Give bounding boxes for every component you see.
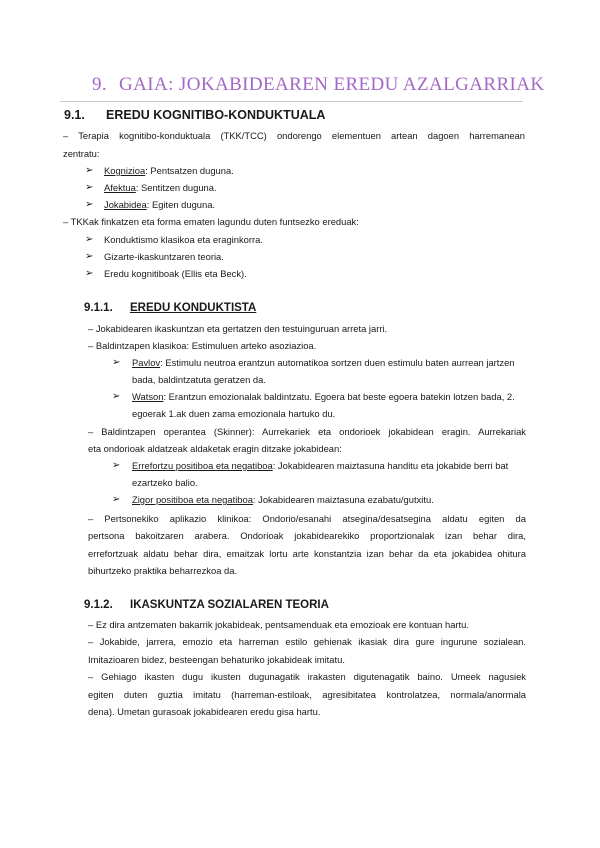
term-text: : Estimulu neutroa erantzun automatikoa sortzen duen estimulu baten aurrean jartzen bbox=[160, 357, 515, 368]
title-divider bbox=[60, 101, 523, 102]
paragraph-line: bihurtzeko praktika beharrezkoa da. bbox=[88, 565, 238, 576]
paragraph-line: eta ondorioak aldatzeak aldaketak eragin ditzake jokabidean: bbox=[88, 443, 342, 454]
list-item bbox=[85, 234, 263, 246]
term: Errefortzu positiboa eta negatiboa bbox=[132, 460, 273, 471]
paragraph-line: – Baldintzapen operantea (Skinner): Aurrekariek eta ondorioek jokabidean eragin. Aurrekariak bbox=[88, 426, 526, 437]
term-text: : Egiten duguna. bbox=[146, 199, 216, 210]
subsection-number: 9.1.1. bbox=[84, 302, 113, 314]
paragraph-line: – Jokabide, jarrera, emozio eta harreman estilo gehienak ikasiak dira gure ingurune sozialean. bbox=[88, 636, 526, 647]
subsection-heading-text: EREDU KONDUKTISTA bbox=[130, 302, 257, 314]
list-item bbox=[112, 460, 508, 472]
term-text: : Jokabidearen maiztasuna handitu eta jokabide berri bat bbox=[272, 460, 509, 471]
term: Pavlov bbox=[132, 357, 161, 368]
bullet-arrow-icon: ➢ bbox=[85, 165, 94, 176]
paragraph-line: egoerak 1.ak duen zama emozionala hartuko du. bbox=[132, 408, 336, 419]
paragraph-line: egiten duten guztia imitatu (harreman-estiloak, agresibitatea kontrolatzea, normala/anormala bbox=[88, 689, 526, 700]
paragraph-line: – Baldintzapen klasikoa: Estimuluen arteko asoziazioa. bbox=[88, 340, 317, 351]
paragraph-line: – Gehiago ikasten dugu ikusten dugunagatik irakasten digutenagatik baino. Umeek nagusiek bbox=[88, 671, 526, 682]
term-text: : Pentsatzen duguna. bbox=[145, 165, 234, 176]
paragraph-line: – Jokabidearen ikaskuntzan eta gertatzen den testuinguruan arreta jarri. bbox=[88, 323, 388, 334]
list-item bbox=[85, 182, 217, 194]
paragraph-line: pertsona bakoitzaren arabera. Ondorioak jokabidearekiko proportzionalak izan behar dira, bbox=[88, 530, 526, 541]
term: Afektua bbox=[104, 182, 136, 193]
paragraph-line: Imitazioaren bidez, besteengan behaturiko jokabideak imitatu. bbox=[88, 654, 345, 665]
section-heading bbox=[64, 108, 325, 122]
list-item bbox=[112, 357, 515, 369]
model-text: Konduktismo klasikoa eta eraginkorra. bbox=[104, 234, 263, 245]
subsection-number: 9.1.2. bbox=[84, 599, 113, 611]
list-item bbox=[85, 268, 247, 280]
term: Watson bbox=[132, 391, 164, 402]
paragraph-line: bada, baldintzatuta geratzen da. bbox=[132, 374, 266, 385]
paragraph-line: ezartzeko balio. bbox=[132, 477, 198, 488]
bullet-arrow-icon: ➢ bbox=[112, 391, 121, 402]
bullet-arrow-icon: ➢ bbox=[112, 494, 121, 505]
intro-line-1: – Terapia kognitibo-konduktuala (TKK/TCC) ondorengo elementuen artean dagoen harremanean bbox=[63, 130, 525, 141]
list-item bbox=[85, 251, 224, 263]
chapter-title-text: GAIA: JOKABIDEAREN EREDU AZALGARRIAK bbox=[119, 74, 545, 95]
section-heading-text: EREDU KOGNITIBO-KONDUKTUALA bbox=[106, 108, 326, 122]
bullet-arrow-icon: ➢ bbox=[85, 182, 94, 193]
list-item bbox=[112, 391, 515, 403]
subsection-heading-text: IKASKUNTZA SOZIALAREN TEORIA bbox=[130, 599, 329, 611]
intro-line-2: zentratu: bbox=[63, 148, 100, 159]
bullet-arrow-icon: ➢ bbox=[112, 460, 121, 471]
chapter-number: 9. bbox=[92, 74, 108, 95]
chapter-title bbox=[92, 74, 545, 96]
term: Jokabidea bbox=[104, 199, 147, 210]
list-item bbox=[112, 494, 434, 506]
bullet-arrow-icon: ➢ bbox=[85, 251, 94, 262]
subsection-heading bbox=[84, 599, 329, 611]
paragraph-line: – Ez dira antzematen bakarrik jokabideak, pentsamenduak eta emozioak ere kontuan hartu. bbox=[88, 619, 469, 630]
intro-line-3: – TKKak finkatzen eta forma ematen lagundu duten funtsezko ereduak: bbox=[63, 216, 359, 227]
model-text: Eredu kognitiboak (Ellis eta Beck). bbox=[104, 268, 247, 279]
term: Kognizioa bbox=[104, 165, 146, 176]
term-text: : Jokabidearen maiztasuna ezabatu/gutxitu. bbox=[252, 494, 434, 505]
term-text: : Sentitzen duguna. bbox=[135, 182, 217, 193]
section-number: 9.1. bbox=[64, 108, 85, 122]
list-item bbox=[85, 165, 234, 177]
bullet-arrow-icon: ➢ bbox=[85, 268, 94, 279]
paragraph-line: – Pertsonekiko aplikazio klinikoa: Ondorio/esanahi atsegina/desatsegina aldatu egiten da bbox=[88, 513, 526, 524]
term-text: : Erantzun emozionalak baldintzatu. Egoera bat beste egoera batekin lotzen bada, 2. bbox=[163, 391, 515, 402]
paragraph-line: errefortzuak aldatu behar dira, emaitzak lortu arte konstantzia izan behar da eta jokabidea ohitura bbox=[88, 548, 526, 559]
bullet-arrow-icon: ➢ bbox=[85, 199, 94, 210]
bullet-arrow-icon: ➢ bbox=[85, 234, 94, 245]
model-text: Gizarte-ikaskuntzaren teoria. bbox=[104, 251, 224, 262]
paragraph-line: dena). Umetan gurasoak jokabidearen eredu gisa hartu. bbox=[88, 706, 321, 717]
list-item bbox=[85, 199, 215, 211]
subsection-heading bbox=[84, 302, 256, 314]
bullet-arrow-icon: ➢ bbox=[112, 357, 121, 368]
term: Zigor positiboa eta negatiboa bbox=[132, 494, 253, 505]
